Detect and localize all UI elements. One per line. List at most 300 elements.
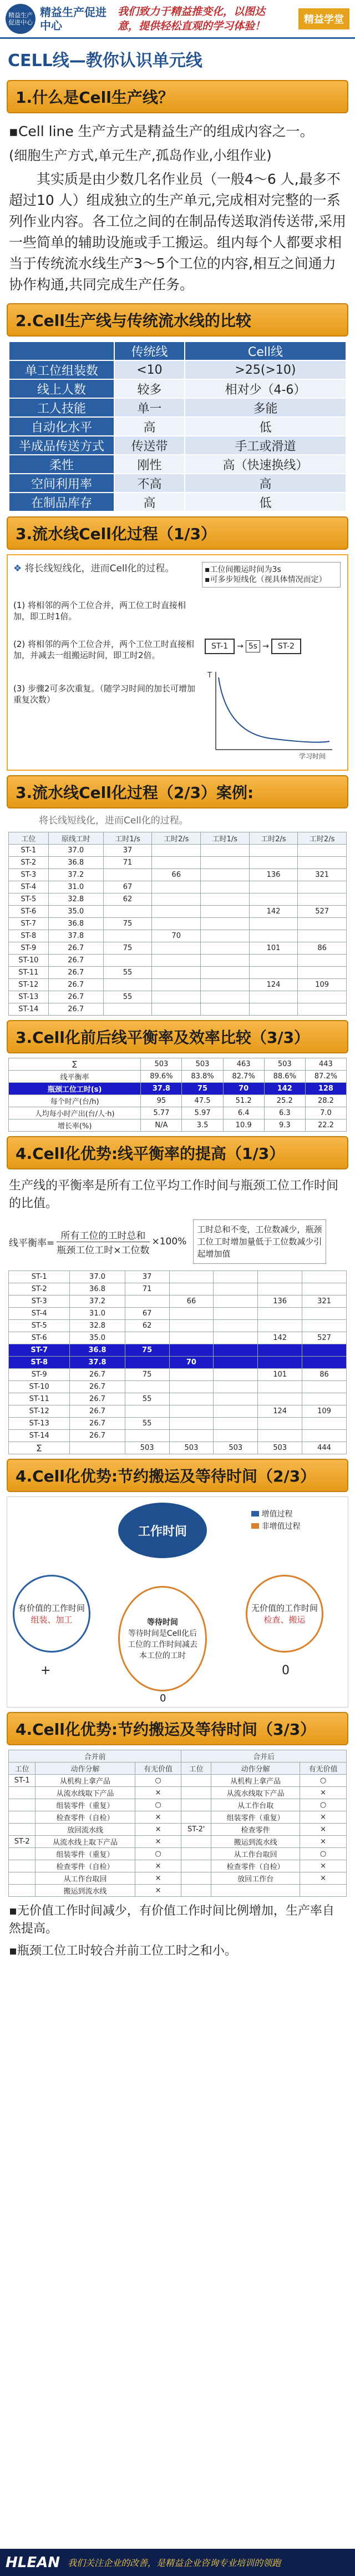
col: 有无价值 bbox=[135, 1762, 181, 1775]
action: 从工作台取回 bbox=[36, 1872, 135, 1885]
cell bbox=[258, 1308, 302, 1320]
cell bbox=[214, 1344, 258, 1357]
cell: 5.77 bbox=[141, 1107, 182, 1119]
case-table bbox=[8, 832, 347, 1016]
cell: 低 bbox=[185, 493, 346, 511]
section-8-title: 4.Cell化优势:节约搬运及等待时间（3/3） bbox=[7, 1712, 348, 1745]
cell: 55 bbox=[103, 991, 152, 1003]
cell: 124 bbox=[258, 1405, 302, 1418]
sum-cell: 443 bbox=[305, 1058, 346, 1071]
group-before: 合并前 bbox=[9, 1750, 181, 1762]
table-row bbox=[9, 1393, 347, 1405]
action: 搬运到流水线 bbox=[36, 1885, 135, 1897]
cell: ST-14 bbox=[9, 1003, 49, 1016]
col: 工位 bbox=[9, 832, 49, 845]
sum-cell: 503 bbox=[169, 1442, 214, 1454]
table-row bbox=[9, 1430, 347, 1442]
cell bbox=[258, 1344, 302, 1357]
action bbox=[211, 1885, 300, 1897]
cell bbox=[302, 1283, 347, 1295]
cell bbox=[258, 1357, 302, 1369]
cell: 35.0 bbox=[48, 906, 103, 918]
table-row bbox=[9, 1836, 347, 1848]
col: 有无价值 bbox=[300, 1762, 347, 1775]
cell bbox=[298, 857, 347, 869]
table-row bbox=[9, 1860, 347, 1872]
balance-table bbox=[8, 1058, 347, 1132]
cell bbox=[258, 1271, 302, 1283]
cell: ST-4 bbox=[9, 881, 49, 893]
cell bbox=[249, 967, 298, 979]
cell bbox=[258, 1430, 302, 1442]
table-row bbox=[9, 1320, 347, 1332]
action: 放回流水线 bbox=[36, 1824, 135, 1836]
cell bbox=[249, 893, 298, 906]
table-row bbox=[9, 417, 346, 436]
value: ○ bbox=[300, 1848, 347, 1860]
cell bbox=[302, 1393, 347, 1405]
table-row bbox=[9, 1344, 347, 1357]
nonvalue-sub: 检查、搬运 bbox=[263, 1615, 306, 1625]
metric-row bbox=[9, 1083, 347, 1095]
cell: 101 bbox=[258, 1369, 302, 1381]
table-row bbox=[9, 979, 347, 991]
sum-cell: 503 bbox=[125, 1442, 169, 1454]
cell: ST-3 bbox=[9, 1295, 70, 1308]
cell: 321 bbox=[298, 869, 347, 881]
cell bbox=[152, 942, 201, 955]
cell: 26.7 bbox=[70, 1430, 125, 1442]
cell: 3.5 bbox=[182, 1119, 223, 1132]
cell: ST-7 bbox=[9, 918, 49, 930]
cell: ST-9 bbox=[9, 1369, 70, 1381]
cell bbox=[103, 869, 152, 881]
cell bbox=[201, 967, 250, 979]
cell: 25.2 bbox=[264, 1095, 305, 1107]
cell bbox=[152, 955, 201, 967]
cell bbox=[249, 991, 298, 1003]
sum-row bbox=[9, 1442, 347, 1454]
cell bbox=[302, 1381, 347, 1393]
table-row bbox=[9, 474, 346, 493]
zero-mark-2: 0 bbox=[282, 1664, 290, 1678]
cell: 75 bbox=[125, 1369, 169, 1381]
cell bbox=[169, 1308, 214, 1320]
cell: 47.5 bbox=[182, 1095, 223, 1107]
cell bbox=[201, 918, 250, 930]
cell bbox=[249, 857, 298, 869]
header bbox=[0, 0, 355, 39]
value: × bbox=[135, 1860, 181, 1872]
action: 从流水线上取下产品 bbox=[36, 1836, 135, 1848]
wait-title: 等待时间 bbox=[147, 1618, 178, 1627]
cell bbox=[169, 1381, 214, 1393]
value: × bbox=[135, 1787, 181, 1799]
cell bbox=[125, 1357, 169, 1369]
slogan-line-1: 我们致力于精益推变化，以图达 bbox=[118, 5, 266, 18]
st1-box: ST-1 bbox=[205, 639, 235, 654]
brand-name: 精益生产促进中心 bbox=[40, 5, 106, 32]
legend-swatch bbox=[251, 1523, 259, 1529]
value: ○ bbox=[135, 1799, 181, 1811]
cell: ST-2 bbox=[9, 1283, 70, 1295]
station bbox=[9, 1787, 36, 1799]
note-2: ▪可多步短线化（视具体情况而定） bbox=[205, 575, 327, 584]
cell: 26.7 bbox=[48, 1003, 103, 1016]
formula-row bbox=[0, 1216, 355, 1267]
cell bbox=[169, 1320, 214, 1332]
cell bbox=[258, 1320, 302, 1332]
cell: 95 bbox=[141, 1095, 182, 1107]
value: × bbox=[300, 1872, 347, 1885]
sum-cell: 503 bbox=[214, 1442, 258, 1454]
cell: ST-8 bbox=[9, 1357, 70, 1369]
value: × bbox=[300, 1860, 347, 1872]
page-title: CELL线—教你认识单元线 bbox=[8, 51, 202, 71]
header-cell bbox=[9, 342, 114, 360]
cell bbox=[214, 1430, 258, 1442]
header-cell: Cell线 bbox=[185, 342, 346, 360]
step-3: (3) 步骤2可多次重复。（随学习时间的加长可增加重复次数） bbox=[13, 684, 196, 705]
cell bbox=[214, 1332, 258, 1344]
cell: 86 bbox=[298, 942, 347, 955]
station bbox=[9, 1872, 36, 1885]
wait-circle bbox=[118, 1586, 207, 1691]
cell bbox=[249, 881, 298, 893]
footer-brand: HLEAN bbox=[6, 2554, 60, 2571]
metric-row bbox=[9, 1119, 347, 1132]
cell: 142 bbox=[258, 1332, 302, 1344]
action: 从流水线取下产品 bbox=[211, 1787, 300, 1799]
cell bbox=[214, 1393, 258, 1405]
sum-row bbox=[9, 1058, 347, 1071]
value: × bbox=[135, 1885, 181, 1897]
table-row bbox=[9, 1308, 347, 1320]
row-label: 柔性 bbox=[9, 455, 114, 474]
station bbox=[9, 1860, 36, 1872]
section-4-title: 3.流水线Cell化过程（2/3）案例: bbox=[7, 775, 348, 809]
cell: 36.8 bbox=[70, 1344, 125, 1357]
station bbox=[181, 1872, 211, 1885]
cell: 26.7 bbox=[70, 1405, 125, 1418]
table-row bbox=[9, 455, 346, 474]
cell bbox=[298, 955, 347, 967]
cell bbox=[201, 906, 250, 918]
cell bbox=[214, 1405, 258, 1418]
cell bbox=[152, 881, 201, 893]
cell bbox=[169, 1405, 214, 1418]
section-2-title: 2.Cell生产线与传统流水线的比较 bbox=[7, 303, 348, 337]
cell: 增长率(%) bbox=[9, 1119, 141, 1132]
cell bbox=[249, 1003, 298, 1016]
cell bbox=[169, 1418, 214, 1430]
cell bbox=[302, 1430, 347, 1442]
table-row bbox=[9, 1848, 347, 1860]
cell: 26.7 bbox=[70, 1381, 125, 1393]
denominator: 瓶颈工位工时×工位数 bbox=[57, 1244, 150, 1256]
cell: 109 bbox=[298, 979, 347, 991]
value: × bbox=[300, 1836, 347, 1848]
cell bbox=[125, 1381, 169, 1393]
action: 搬运到流水线 bbox=[211, 1836, 300, 1848]
cell bbox=[152, 991, 201, 1003]
cell: 26.7 bbox=[48, 955, 103, 967]
center-circle: 工作时间 bbox=[118, 1503, 207, 1558]
value: × bbox=[300, 1787, 347, 1799]
cell: 7.0 bbox=[305, 1107, 346, 1119]
cell: 82.7% bbox=[223, 1071, 264, 1083]
cell: 26.7 bbox=[70, 1369, 125, 1381]
cell: 37.2 bbox=[70, 1295, 125, 1308]
cell bbox=[302, 1357, 347, 1369]
cell bbox=[201, 955, 250, 967]
cell: 83.8% bbox=[182, 1071, 223, 1083]
value: ○ bbox=[300, 1775, 347, 1787]
cell bbox=[302, 1271, 347, 1283]
action: 从流水线取下产品 bbox=[36, 1787, 135, 1799]
table-row bbox=[9, 1787, 347, 1799]
cell: ST-11 bbox=[9, 967, 49, 979]
cell bbox=[298, 967, 347, 979]
cell bbox=[152, 918, 201, 930]
cell bbox=[152, 979, 201, 991]
cell: ST-13 bbox=[9, 991, 49, 1003]
y-label: T bbox=[207, 671, 212, 680]
cell: 71 bbox=[103, 857, 152, 869]
table-row bbox=[9, 1332, 347, 1344]
table-row bbox=[9, 942, 347, 955]
action: 从工作台取 bbox=[211, 1799, 300, 1811]
intro-text: 将长线短线化，进而Cell化的过程。 bbox=[24, 563, 175, 574]
cell: 36.8 bbox=[48, 857, 103, 869]
group-after: 合并后 bbox=[181, 1750, 347, 1762]
section-1-title: 1.什么是Cell生产线？ bbox=[7, 80, 348, 113]
cell: 高 bbox=[185, 474, 346, 493]
cell bbox=[214, 1357, 258, 1369]
col: 动作分解 bbox=[211, 1762, 300, 1775]
table-row bbox=[9, 857, 347, 869]
sum-cell: 444 bbox=[302, 1442, 347, 1454]
cell bbox=[302, 1308, 347, 1320]
note-1: ▪工位间搬运时间为3s bbox=[205, 565, 281, 574]
cell: 26.7 bbox=[70, 1418, 125, 1430]
cell: 37.8 bbox=[48, 930, 103, 942]
cell: 36.8 bbox=[70, 1283, 125, 1295]
cell: ST-12 bbox=[9, 979, 49, 991]
cell: ST-5 bbox=[9, 1320, 70, 1332]
cell bbox=[214, 1283, 258, 1295]
cell: 32.8 bbox=[70, 1320, 125, 1332]
table-row bbox=[9, 493, 346, 511]
cell bbox=[125, 1295, 169, 1308]
cell: 26.7 bbox=[48, 979, 103, 991]
station: ST-2 bbox=[9, 1836, 36, 1848]
row-label: 单工位组装数 bbox=[9, 360, 114, 379]
cell bbox=[152, 906, 201, 918]
table-row bbox=[9, 1775, 347, 1787]
cell: >25(>10) bbox=[185, 360, 346, 379]
value: ○ bbox=[300, 1799, 347, 1811]
arrow-icon: → bbox=[237, 642, 244, 651]
cell: 线平衡率 bbox=[9, 1071, 141, 1083]
value-sub: 组装、加工 bbox=[31, 1615, 73, 1625]
cell: 128 bbox=[305, 1083, 346, 1095]
station: ST-1 bbox=[9, 1775, 36, 1787]
action: 从机构上拿产品 bbox=[211, 1775, 300, 1787]
cell bbox=[258, 1393, 302, 1405]
cell: ST-1 bbox=[9, 845, 49, 857]
table-row bbox=[9, 1295, 347, 1308]
table-row bbox=[9, 1271, 347, 1283]
sum-label: ∑ bbox=[9, 1058, 141, 1071]
table-row bbox=[9, 893, 347, 906]
section-5-title: 3.Cell化前后线平衡率及效率比较（3/3） bbox=[7, 1020, 348, 1053]
value: ○ bbox=[135, 1848, 181, 1860]
cell bbox=[214, 1320, 258, 1332]
cell: ST-3 bbox=[9, 869, 49, 881]
station bbox=[9, 1885, 36, 1897]
cell bbox=[298, 930, 347, 942]
footer-slogan: 我们关注企业的改善，是精益企业咨询专业培训的领跑 bbox=[67, 2558, 281, 2568]
s1-p1: ▪Cell line 生产方式是精益生产的组成内容之一。 bbox=[9, 123, 314, 139]
intro bbox=[13, 562, 196, 575]
legend-swatch bbox=[251, 1511, 259, 1517]
cell bbox=[169, 1369, 214, 1381]
cell: 51.2 bbox=[223, 1095, 264, 1107]
cell: 每个时产(台/h) bbox=[9, 1095, 141, 1107]
table-row bbox=[9, 1885, 347, 1897]
cell: 较多 bbox=[114, 379, 185, 398]
value-title: 有价值的工作时间 bbox=[18, 1603, 85, 1613]
cell bbox=[298, 991, 347, 1003]
value: × bbox=[135, 1872, 181, 1885]
cell: 5.97 bbox=[182, 1107, 223, 1119]
col: 工位 bbox=[9, 1762, 36, 1775]
table-row bbox=[9, 1811, 347, 1824]
action: 组装零件（重复） bbox=[36, 1848, 135, 1860]
note-box bbox=[202, 562, 341, 587]
col: 工位 bbox=[181, 1762, 211, 1775]
logo: 精益生产促进中心 bbox=[6, 4, 36, 34]
station bbox=[181, 1787, 211, 1799]
station: ST-2' bbox=[181, 1824, 211, 1836]
cell: ST-14 bbox=[9, 1430, 70, 1442]
cell: 高 bbox=[114, 493, 185, 511]
cell: 传送带 bbox=[114, 436, 185, 455]
table-row bbox=[9, 869, 347, 881]
cell bbox=[152, 967, 201, 979]
value bbox=[300, 1885, 347, 1897]
cell bbox=[302, 1418, 347, 1430]
cell bbox=[125, 1332, 169, 1344]
cell: ST-5 bbox=[9, 893, 49, 906]
cell: ST-9 bbox=[9, 942, 49, 955]
value: ○ bbox=[135, 1775, 181, 1787]
cell: ST-11 bbox=[9, 1393, 70, 1405]
cell bbox=[201, 979, 250, 991]
cell: ST-7 bbox=[9, 1344, 70, 1357]
cell: 瓶颈工位工时(s) bbox=[9, 1083, 141, 1095]
cell bbox=[169, 1393, 214, 1405]
st2-box: ST-2 bbox=[271, 639, 301, 654]
table-header bbox=[9, 342, 346, 360]
col: 工时2/s bbox=[152, 832, 201, 845]
sum-cell: 463 bbox=[223, 1058, 264, 1071]
cell: <10 bbox=[114, 360, 185, 379]
table-row bbox=[9, 1405, 347, 1418]
cell: 37.2 bbox=[48, 869, 103, 881]
cell bbox=[103, 930, 152, 942]
table-row bbox=[9, 1369, 347, 1381]
cell: 142 bbox=[264, 1083, 305, 1095]
cell bbox=[169, 1332, 214, 1344]
action: 检查零件（自检） bbox=[36, 1860, 135, 1872]
action: 检查零件 bbox=[211, 1824, 300, 1836]
col: 工时2/s bbox=[249, 832, 298, 845]
table-row bbox=[9, 906, 347, 918]
cell: 9.3 bbox=[264, 1119, 305, 1132]
cell bbox=[214, 1271, 258, 1283]
table-row bbox=[9, 436, 346, 455]
metric-row bbox=[9, 1107, 347, 1119]
tag[interactable]: 精益学堂 bbox=[298, 8, 349, 29]
col: 动作分解 bbox=[36, 1762, 135, 1775]
cell: 136 bbox=[249, 869, 298, 881]
cell: 单一 bbox=[114, 398, 185, 417]
section-3-title: 3.流水线Cell化过程（1/3） bbox=[7, 516, 348, 550]
col: 工时1/s bbox=[103, 832, 152, 845]
value-circle bbox=[13, 1575, 90, 1653]
cell bbox=[103, 1003, 152, 1016]
step-1: (1) 将相邻的两个工位合并，两工位工时直接相加，即工时1倍。 bbox=[13, 600, 186, 621]
table-row bbox=[9, 1283, 347, 1295]
cell bbox=[70, 1442, 125, 1454]
cell: 26.7 bbox=[48, 991, 103, 1003]
cell: 55 bbox=[125, 1418, 169, 1430]
cell bbox=[302, 1320, 347, 1332]
action: 组装零件（重复） bbox=[36, 1799, 135, 1811]
value: × bbox=[135, 1836, 181, 1848]
table-row bbox=[9, 1872, 347, 1885]
station bbox=[9, 1799, 36, 1811]
cell: ST-12 bbox=[9, 1405, 70, 1418]
cell: 26.7 bbox=[48, 967, 103, 979]
cell: 36.8 bbox=[48, 918, 103, 930]
station bbox=[181, 1775, 211, 1787]
station bbox=[181, 1860, 211, 1872]
slogan-line-2: 意，提供轻松直观的学习体验！ bbox=[118, 19, 266, 32]
s6-p1: 生产线的平衡率是所有工位平均工作时间与瓶颈工位工作时间的比值。 bbox=[9, 1179, 339, 1211]
cell: ST-1 bbox=[9, 1271, 70, 1283]
table-row bbox=[9, 1003, 347, 1016]
col: 工时1/s bbox=[201, 832, 250, 845]
cell bbox=[201, 991, 250, 1003]
cell: 高（快速换线） bbox=[185, 455, 346, 474]
formula-lhs: 线平衡率= bbox=[9, 1237, 55, 1249]
footer bbox=[0, 2549, 355, 2576]
row-label: 工人技能 bbox=[9, 398, 114, 417]
cell: 37.0 bbox=[48, 845, 103, 857]
cell: 37 bbox=[125, 1271, 169, 1283]
cell bbox=[249, 955, 298, 967]
station bbox=[9, 1824, 36, 1836]
cell: ST-6 bbox=[9, 1332, 70, 1344]
row-label: 空间利用率 bbox=[9, 474, 114, 493]
cell: 高 bbox=[114, 417, 185, 436]
cell: 75 bbox=[103, 918, 152, 930]
side-note: 工时总和不变，工位数减少，瓶颈工位工时增加量低于工位数减少引起增加值 bbox=[193, 1219, 326, 1264]
cell: 手工或滑道 bbox=[185, 436, 346, 455]
